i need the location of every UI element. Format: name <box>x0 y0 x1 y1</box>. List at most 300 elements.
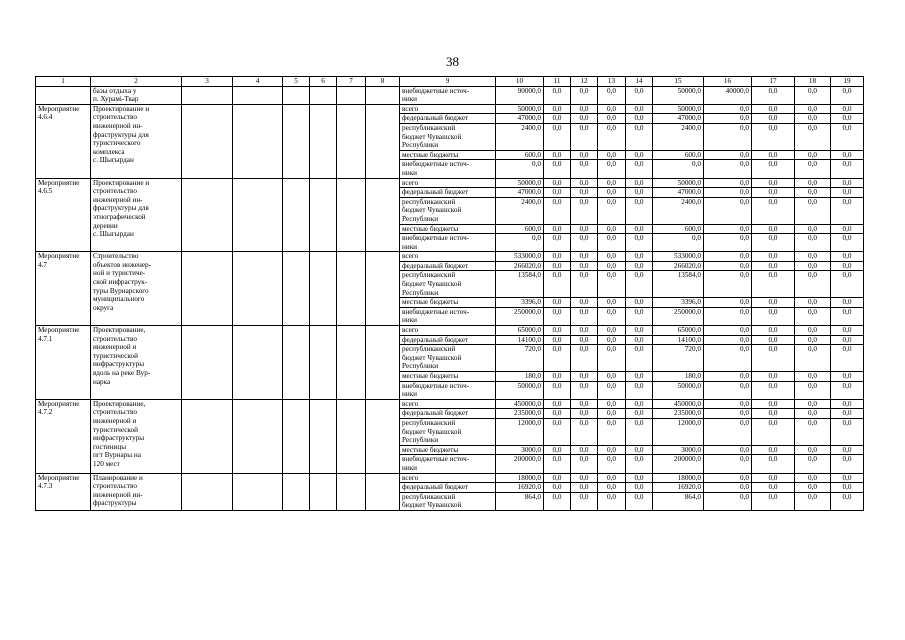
value-cell: 0,0 <box>626 114 653 124</box>
value-cell: 3396,0 <box>653 298 704 308</box>
value-cell: 0,0 <box>571 114 598 124</box>
value-cell: 0,0 <box>571 188 598 198</box>
empty-cell <box>366 104 400 178</box>
value-cell: 0,0 <box>544 188 571 198</box>
value-cell: 0,0 <box>544 252 571 262</box>
value-cell: 0,0 <box>795 409 831 419</box>
empty-cell <box>366 399 400 473</box>
value-cell: 0,0 <box>704 271 752 298</box>
value-cell: 0,0 <box>626 473 653 483</box>
value-cell: 0,0 <box>831 298 864 308</box>
column-number-5: 5 <box>283 77 310 87</box>
value-cell: 720,0 <box>653 345 704 372</box>
value-cell: 47000,0 <box>653 188 704 198</box>
value-cell: 0,0 <box>831 345 864 372</box>
value-cell: 200000,0 <box>496 455 544 473</box>
value-cell: 47000,0 <box>653 114 704 124</box>
value-cell: 0,0 <box>831 86 864 104</box>
empty-cell <box>182 104 233 178</box>
value-cell: 40000,0 <box>704 86 752 104</box>
column-number-3: 3 <box>182 77 233 87</box>
column-number-12: 12 <box>571 77 598 87</box>
column-number-16: 16 <box>704 77 752 87</box>
value-cell: 0,0 <box>571 335 598 345</box>
value-cell: 0,0 <box>626 345 653 372</box>
value-cell: 18000,0 <box>496 473 544 483</box>
value-cell: 0,0 <box>571 160 598 178</box>
value-cell: 0,0 <box>571 473 598 483</box>
value-cell: 235000,0 <box>653 409 704 419</box>
value-cell: 0,0 <box>704 307 752 325</box>
column-number-17: 17 <box>752 77 795 87</box>
value-cell: 0,0 <box>571 234 598 252</box>
funding-source: всего <box>400 473 496 483</box>
funding-source: местные бюджеты <box>400 372 496 382</box>
value-cell: 0,0 <box>544 409 571 419</box>
table-row <box>36 86 864 104</box>
value-cell: 0,0 <box>795 326 831 336</box>
value-cell: 600,0 <box>653 224 704 234</box>
value-cell: 47000,0 <box>496 114 544 124</box>
value-cell: 0,0 <box>626 445 653 455</box>
funding-source: местные бюджеты <box>400 150 496 160</box>
value-cell: 13584,0 <box>496 271 544 298</box>
value-cell: 50000,0 <box>496 178 544 188</box>
value-cell: 0,0 <box>544 271 571 298</box>
value-cell: 0,0 <box>752 335 795 345</box>
value-cell: 0,0 <box>704 104 752 114</box>
value-cell: 0,0 <box>626 492 653 510</box>
value-cell: 0,0 <box>795 160 831 178</box>
value-cell: 0,0 <box>831 197 864 224</box>
value-cell: 0,0 <box>571 261 598 271</box>
value-cell: 0,0 <box>544 114 571 124</box>
value-cell: 0,0 <box>571 455 598 473</box>
measure-name: Проектирование, строительство инженерной и туристической инфраструктуры гостиницы пгт Вурнары на 120 мест <box>91 399 182 473</box>
value-cell: 0,0 <box>626 381 653 399</box>
value-cell: 0,0 <box>831 335 864 345</box>
value-cell: 0,0 <box>571 298 598 308</box>
value-cell: 16920,0 <box>496 483 544 493</box>
value-cell: 0,0 <box>752 307 795 325</box>
empty-cell <box>233 326 283 400</box>
value-cell: 0,0 <box>795 483 831 493</box>
value-cell: 0,0 <box>598 114 626 124</box>
value-cell: 0,0 <box>795 418 831 445</box>
empty-cell <box>310 473 337 510</box>
value-cell: 0,0 <box>496 160 544 178</box>
value-cell: 0,0 <box>831 483 864 493</box>
empty-cell <box>337 104 366 178</box>
column-number-13: 13 <box>598 77 626 87</box>
value-cell: 0,0 <box>544 372 571 382</box>
value-cell: 0,0 <box>704 455 752 473</box>
empty-cell <box>182 178 233 252</box>
value-cell: 0,0 <box>598 150 626 160</box>
value-cell: 2400,0 <box>653 123 704 150</box>
empty-cell <box>182 326 233 400</box>
measure-code: Мероприятие 4.7.2 <box>36 399 91 473</box>
value-cell: 0,0 <box>544 455 571 473</box>
value-cell: 0,0 <box>571 445 598 455</box>
value-cell: 0,0 <box>831 445 864 455</box>
value-cell: 0,0 <box>626 252 653 262</box>
column-number-10: 10 <box>496 77 544 87</box>
funding-source: республиканский бюджет Чувашской Республики <box>400 197 496 224</box>
value-cell: 50000,0 <box>653 86 704 104</box>
value-cell: 0,0 <box>626 86 653 104</box>
value-cell: 0,0 <box>571 492 598 510</box>
value-cell: 0,0 <box>752 150 795 160</box>
value-cell: 0,0 <box>704 326 752 336</box>
value-cell: 0,0 <box>831 123 864 150</box>
measure-code <box>36 86 91 104</box>
value-cell: 2400,0 <box>496 123 544 150</box>
empty-cell <box>310 86 337 104</box>
value-cell: 0,0 <box>752 197 795 224</box>
funding-source: республиканский бюджет Чувашской <box>400 492 496 510</box>
value-cell: 0,0 <box>544 399 571 409</box>
value-cell: 0,0 <box>626 224 653 234</box>
value-cell: 0,0 <box>598 178 626 188</box>
funding-source: федеральный бюджет <box>400 483 496 493</box>
value-cell: 0,0 <box>626 160 653 178</box>
value-cell: 16920,0 <box>653 483 704 493</box>
value-cell: 0,0 <box>752 160 795 178</box>
value-cell: 0,0 <box>704 178 752 188</box>
funding-source: внебюджетные источ- ники <box>400 160 496 178</box>
value-cell: 0,0 <box>752 345 795 372</box>
column-number-15: 15 <box>653 77 704 87</box>
value-cell: 0,0 <box>704 372 752 382</box>
value-cell: 0,0 <box>831 234 864 252</box>
value-cell: 0,0 <box>544 381 571 399</box>
value-cell: 0,0 <box>831 381 864 399</box>
column-number-11: 11 <box>544 77 571 87</box>
value-cell: 0,0 <box>795 178 831 188</box>
value-cell: 0,0 <box>598 399 626 409</box>
empty-cell <box>233 252 283 326</box>
value-cell: 0,0 <box>598 261 626 271</box>
empty-cell <box>366 86 400 104</box>
value-cell: 0,0 <box>752 483 795 493</box>
value-cell: 0,0 <box>544 298 571 308</box>
value-cell: 50000,0 <box>496 381 544 399</box>
value-cell: 0,0 <box>626 399 653 409</box>
value-cell: 0,0 <box>795 114 831 124</box>
value-cell: 0,0 <box>626 188 653 198</box>
value-cell: 0,0 <box>704 345 752 372</box>
value-cell: 0,0 <box>571 372 598 382</box>
empty-cell <box>337 178 366 252</box>
value-cell: 0,0 <box>831 104 864 114</box>
value-cell: 0,0 <box>544 150 571 160</box>
empty-cell <box>283 473 310 510</box>
value-cell: 0,0 <box>752 114 795 124</box>
value-cell: 0,0 <box>598 492 626 510</box>
value-cell: 0,0 <box>598 188 626 198</box>
value-cell: 18000,0 <box>653 473 704 483</box>
value-cell: 0,0 <box>752 261 795 271</box>
empty-cell <box>310 326 337 400</box>
value-cell: 0,0 <box>752 455 795 473</box>
value-cell: 47000,0 <box>496 188 544 198</box>
funding-source: всего <box>400 326 496 336</box>
value-cell: 50000,0 <box>496 104 544 114</box>
value-cell: 0,0 <box>598 298 626 308</box>
funding-source: федеральный бюджет <box>400 261 496 271</box>
funding-source: внебюджетные источ- ники <box>400 307 496 325</box>
value-cell: 0,0 <box>704 409 752 419</box>
funding-source: федеральный бюджет <box>400 335 496 345</box>
value-cell: 0,0 <box>752 492 795 510</box>
empty-cell <box>310 104 337 178</box>
value-cell: 0,0 <box>795 252 831 262</box>
table-row <box>36 326 864 336</box>
value-cell: 65000,0 <box>496 326 544 336</box>
budget-table <box>35 76 864 511</box>
column-number-4: 4 <box>233 77 283 87</box>
column-number-6: 6 <box>310 77 337 87</box>
empty-cell <box>337 326 366 400</box>
empty-cell <box>233 178 283 252</box>
value-cell: 0,0 <box>598 160 626 178</box>
value-cell: 0,0 <box>544 345 571 372</box>
value-cell: 0,0 <box>626 298 653 308</box>
value-cell: 0,0 <box>544 160 571 178</box>
empty-cell <box>310 252 337 326</box>
value-cell: 0,0 <box>752 252 795 262</box>
value-cell: 0,0 <box>626 261 653 271</box>
value-cell: 0,0 <box>598 326 626 336</box>
value-cell: 0,0 <box>831 326 864 336</box>
value-cell: 0,0 <box>626 123 653 150</box>
value-cell: 0,0 <box>795 298 831 308</box>
value-cell: 0,0 <box>626 409 653 419</box>
empty-cell <box>233 86 283 104</box>
value-cell: 0,0 <box>704 150 752 160</box>
measure-name: Проектирование и строительство инженерной ин- фраструктуры для этнографической деревни с. Шыгырдан <box>91 178 182 252</box>
empty-cell <box>283 252 310 326</box>
value-cell: 0,0 <box>752 445 795 455</box>
value-cell: 0,0 <box>752 271 795 298</box>
value-cell: 0,0 <box>571 150 598 160</box>
value-cell: 12000,0 <box>653 418 704 445</box>
empty-cell <box>366 178 400 252</box>
value-cell: 0,0 <box>571 178 598 188</box>
value-cell: 0,0 <box>795 455 831 473</box>
value-cell: 0,0 <box>831 114 864 124</box>
measure-name: Проектирование и строительство инженерной ин- фраструктуры для туристического комплекса с. Шыгырдан <box>91 104 182 178</box>
value-cell: 0,0 <box>571 345 598 372</box>
funding-source: республиканский бюджет Чувашской Республики <box>400 271 496 298</box>
funding-source: федеральный бюджет <box>400 114 496 124</box>
value-cell: 50000,0 <box>653 381 704 399</box>
funding-source: федеральный бюджет <box>400 188 496 198</box>
value-cell: 0,0 <box>795 307 831 325</box>
value-cell: 0,0 <box>571 409 598 419</box>
value-cell: 0,0 <box>598 335 626 345</box>
value-cell: 0,0 <box>626 178 653 188</box>
table-body <box>36 77 864 511</box>
page-number: 38 <box>446 54 459 69</box>
column-number-8: 8 <box>366 77 400 87</box>
value-cell: 0,0 <box>704 224 752 234</box>
value-cell: 65000,0 <box>653 326 704 336</box>
value-cell: 0,0 <box>704 335 752 345</box>
value-cell: 0,0 <box>752 224 795 234</box>
value-cell: 0,0 <box>831 399 864 409</box>
value-cell: 0,0 <box>752 381 795 399</box>
column-number-18: 18 <box>795 77 831 87</box>
empty-cell <box>283 86 310 104</box>
value-cell: 3000,0 <box>496 445 544 455</box>
value-cell: 0,0 <box>795 104 831 114</box>
value-cell: 180,0 <box>496 372 544 382</box>
measure-name: Строительство объектов инженер- ной и туристиче- ской инфраструк- туры Вурнарского муниципального округа <box>91 252 182 326</box>
value-cell: 0,0 <box>544 224 571 234</box>
value-cell: 0,0 <box>571 418 598 445</box>
value-cell: 50000,0 <box>653 104 704 114</box>
value-cell: 720,0 <box>496 345 544 372</box>
value-cell: 13584,0 <box>653 271 704 298</box>
empty-cell <box>283 104 310 178</box>
value-cell: 0,0 <box>598 197 626 224</box>
value-cell: 0,0 <box>795 381 831 399</box>
value-cell: 0,0 <box>626 483 653 493</box>
value-cell: 600,0 <box>653 150 704 160</box>
value-cell: 200000,0 <box>653 455 704 473</box>
value-cell: 0,0 <box>626 197 653 224</box>
value-cell: 0,0 <box>571 224 598 234</box>
empty-cell <box>182 86 233 104</box>
value-cell: 0,0 <box>544 86 571 104</box>
value-cell: 0,0 <box>752 326 795 336</box>
empty-cell <box>233 399 283 473</box>
value-cell: 0,0 <box>544 261 571 271</box>
table-row <box>36 473 864 483</box>
value-cell: 0,0 <box>795 150 831 160</box>
value-cell: 0,0 <box>598 123 626 150</box>
value-cell: 0,0 <box>704 123 752 150</box>
value-cell: 0,0 <box>704 445 752 455</box>
empty-cell <box>310 399 337 473</box>
value-cell: 0,0 <box>653 160 704 178</box>
value-cell: 0,0 <box>795 197 831 224</box>
value-cell: 0,0 <box>795 372 831 382</box>
value-cell: 180,0 <box>653 372 704 382</box>
value-cell: 0,0 <box>598 381 626 399</box>
measure-code: Мероприятие 4.6.4 <box>36 104 91 178</box>
funding-source: местные бюджеты <box>400 298 496 308</box>
value-cell: 90000,0 <box>496 86 544 104</box>
value-cell: 0,0 <box>626 234 653 252</box>
value-cell: 0,0 <box>626 372 653 382</box>
empty-cell <box>366 326 400 400</box>
measure-code: Мероприятие 4.7 <box>36 252 91 326</box>
value-cell: 600,0 <box>496 150 544 160</box>
value-cell: 450000,0 <box>496 399 544 409</box>
funding-source: внебюджетные источ- ники <box>400 86 496 104</box>
value-cell: 3396,0 <box>496 298 544 308</box>
value-cell: 0,0 <box>752 123 795 150</box>
value-cell: 0,0 <box>831 252 864 262</box>
value-cell: 0,0 <box>598 473 626 483</box>
value-cell: 0,0 <box>752 86 795 104</box>
value-cell: 0,0 <box>571 252 598 262</box>
funding-source: местные бюджеты <box>400 445 496 455</box>
value-cell: 0,0 <box>571 483 598 493</box>
value-cell: 0,0 <box>795 224 831 234</box>
value-cell: 0,0 <box>598 409 626 419</box>
value-cell: 0,0 <box>704 261 752 271</box>
value-cell: 0,0 <box>571 271 598 298</box>
value-cell: 0,0 <box>704 298 752 308</box>
value-cell: 0,0 <box>704 399 752 409</box>
value-cell: 0,0 <box>795 445 831 455</box>
value-cell: 0,0 <box>795 188 831 198</box>
value-cell: 12000,0 <box>496 418 544 445</box>
funding-source: республиканский бюджет Чувашской Республики <box>400 345 496 372</box>
value-cell: 0,0 <box>544 473 571 483</box>
value-cell: 250000,0 <box>653 307 704 325</box>
value-cell: 0,0 <box>831 188 864 198</box>
value-cell: 0,0 <box>544 178 571 188</box>
value-cell: 0,0 <box>831 271 864 298</box>
value-cell: 2400,0 <box>653 197 704 224</box>
value-cell: 0,0 <box>598 483 626 493</box>
value-cell: 0,0 <box>626 418 653 445</box>
funding-source: внебюджетные источ- ники <box>400 455 496 473</box>
value-cell: 0,0 <box>598 86 626 104</box>
empty-cell <box>283 178 310 252</box>
value-cell: 0,0 <box>831 160 864 178</box>
value-cell: 864,0 <box>496 492 544 510</box>
value-cell: 0,0 <box>752 372 795 382</box>
value-cell: 0,0 <box>598 345 626 372</box>
value-cell: 266020,0 <box>653 261 704 271</box>
value-cell: 0,0 <box>544 326 571 336</box>
value-cell: 0,0 <box>795 345 831 372</box>
value-cell: 0,0 <box>544 445 571 455</box>
value-cell: 0,0 <box>752 298 795 308</box>
value-cell: 0,0 <box>795 473 831 483</box>
value-cell: 0,0 <box>831 372 864 382</box>
value-cell: 0,0 <box>831 492 864 510</box>
funding-source: республиканский бюджет Чувашской Республики <box>400 123 496 150</box>
value-cell: 0,0 <box>831 261 864 271</box>
value-cell: 2400,0 <box>496 197 544 224</box>
value-cell: 0,0 <box>831 473 864 483</box>
value-cell: 0,0 <box>831 150 864 160</box>
value-cell: 0,0 <box>752 178 795 188</box>
funding-source: всего <box>400 104 496 114</box>
value-cell: 0,0 <box>544 492 571 510</box>
table-row <box>36 104 864 114</box>
value-cell: 0,0 <box>752 399 795 409</box>
value-cell: 0,0 <box>704 252 752 262</box>
value-cell: 0,0 <box>544 307 571 325</box>
funding-source: внебюджетные источ- ники <box>400 381 496 399</box>
measure-name: Планирование и строительство инженерной ин- фраструктуры <box>91 473 182 510</box>
value-cell: 0,0 <box>626 150 653 160</box>
value-cell: 0,0 <box>598 224 626 234</box>
value-cell: 14100,0 <box>496 335 544 345</box>
measure-name: базы отдыха у п. Хурамі-Твар <box>91 86 182 104</box>
value-cell: 0,0 <box>704 188 752 198</box>
value-cell: 0,0 <box>704 473 752 483</box>
value-cell: 0,0 <box>831 224 864 234</box>
